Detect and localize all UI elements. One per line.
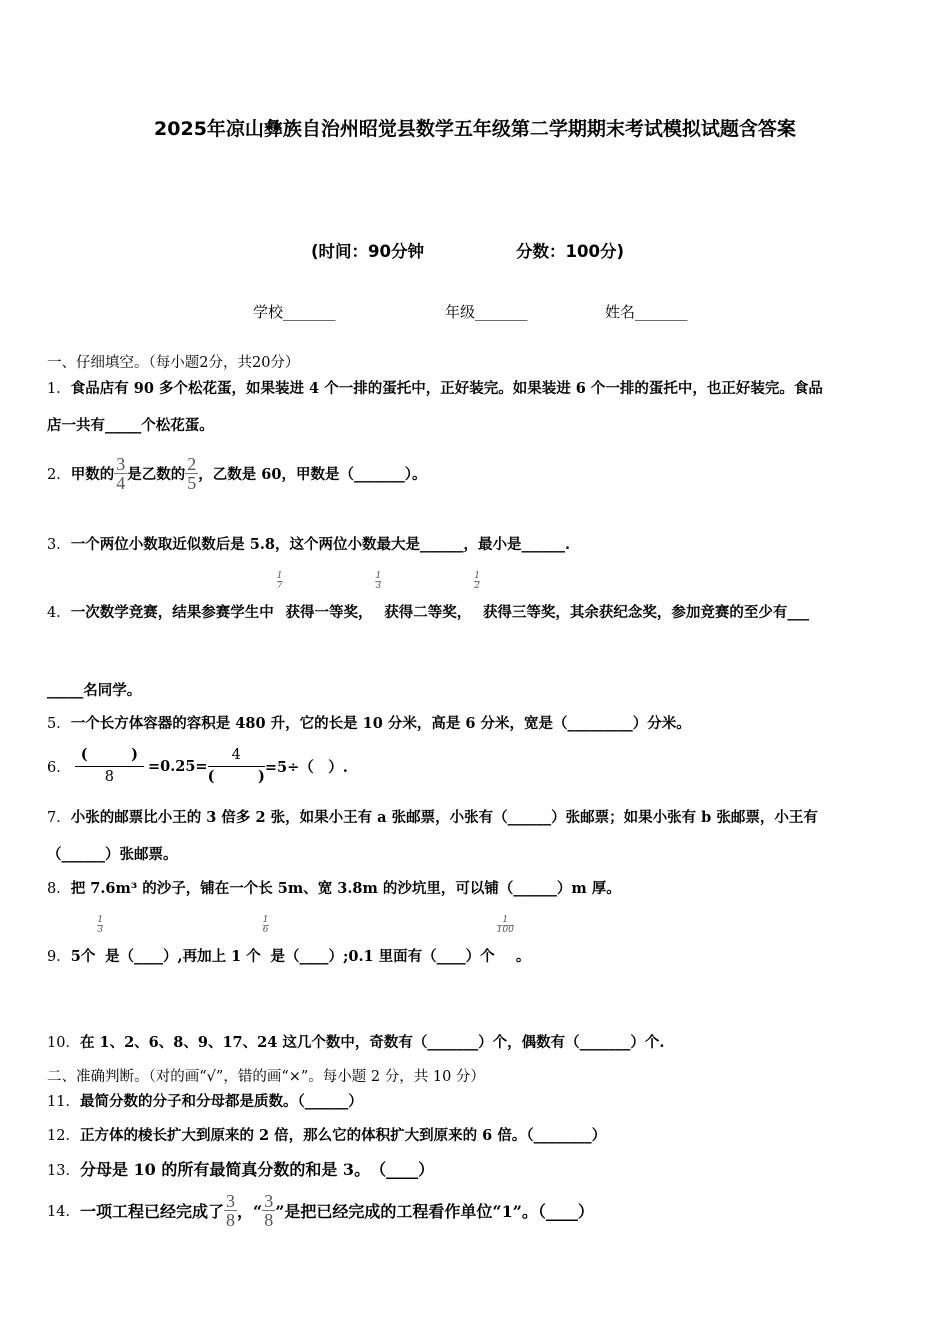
- question-text: 一个长方体容器的容积是 480 升，它的长是 10 分米，高是 6 分米，宽是（_________）分米。: [70, 715, 691, 732]
- question-text: 是（____）,再加上 1 个: [105, 948, 261, 965]
- question-text: 一个两位小数取近似数后是 5.8，这个两位小数最大是______，最小是______.: [70, 536, 571, 553]
- question-7: [47, 806, 818, 827]
- question-text: 一次数学竞赛，结果参赛学生中: [70, 604, 274, 621]
- fraction: $\frac{2}{5}$: [187, 453, 197, 493]
- question-text: 5个: [70, 948, 96, 965]
- question-4: [47, 572, 809, 622]
- question-number: 5．: [47, 716, 71, 732]
- question-text: 在 1、2、6、8、9、17、24 这几个数中，奇数有（_______）个，偶数有（_______）个.: [79, 1034, 665, 1051]
- question-13: [47, 1157, 434, 1180]
- question-4-line2: _____名同学。: [47, 682, 142, 699]
- question-9: [47, 916, 530, 966]
- question-5: [47, 712, 691, 733]
- fraction: $\frac{1}{2}$: [474, 571, 480, 591]
- exam-score: 分数：100分): [516, 242, 624, 261]
- fraction: $\frac{3}{4}$: [116, 453, 126, 493]
- question-12: [47, 1124, 606, 1145]
- question-text: 食品店有 90 多个松花蛋，如果装进 4 个一排的蛋托中，正好装完。如果装进 6 个一排的蛋托中，也正好装完。食品: [70, 380, 823, 397]
- question-text: 分母是 10 的所有最简真分数的和是 3。 （____）: [79, 1160, 435, 1179]
- section-2-heading: 二、准确判断。（对的画“√”，错的画“×”。每小题 2 分，共 10 分）: [47, 1069, 485, 1085]
- name-field: 姓名_______: [605, 303, 688, 321]
- question-8: [47, 877, 621, 898]
- question-text: ，“: [236, 1201, 263, 1221]
- question-number: 7．: [47, 810, 71, 826]
- question-text: 把 7.6m³ 的沙子，铺在一个长 5m、宽 3.8m 的沙坑里，可以铺（______）m 厚。: [70, 880, 621, 897]
- fraction: $\frac{3}{8}$: [225, 1190, 235, 1230]
- question-text: 获得二等奖，: [384, 604, 472, 621]
- question-text: ”是把已经完成的工程看作单位“1”。（____）: [275, 1201, 594, 1221]
- exam-time: (时间：90分钟: [311, 242, 425, 261]
- grade-field: 年级_______: [445, 303, 528, 321]
- question-text: 获得三等奖，其余获纪念奖，参加竞赛的至少有___: [482, 604, 810, 621]
- question-number: 12．: [47, 1128, 80, 1144]
- question-1-line2: 店一共有_____个松花蛋。: [47, 417, 214, 434]
- question-text: 获得一等奖，: [285, 604, 373, 621]
- fraction: $\frac{1}{3}$: [97, 915, 104, 935]
- question-number: 10．: [47, 1035, 80, 1051]
- section-1-heading: 一、仔细填空。（每小题2分，共20分）: [47, 355, 300, 371]
- question-number: 14．: [47, 1203, 80, 1220]
- question-text: 最简分数的分子和分母都是质数。（______）: [79, 1093, 363, 1110]
- question-number: 11．: [47, 1094, 80, 1110]
- question-number: 4．: [47, 605, 71, 621]
- page-title: 2025年凉山彝族自治州昭觉县数学五年级第二学期期末考试模拟试题含答案: [154, 118, 796, 140]
- question-11: [47, 1090, 363, 1111]
- question-text: 是乙数的: [127, 465, 186, 483]
- fraction: $\frac{1}{7}$: [276, 571, 283, 591]
- question-text: 小张的邮票比小王的 3 倍多 2 张，如果小王有 a 张邮票，小张有（______）张邮票；如果小张有 b 张邮票，小王有: [70, 809, 818, 826]
- question-text: ，乙数是 60，甲数是（_______）。: [198, 465, 427, 483]
- question-2: [47, 448, 426, 498]
- question-number: 3．: [47, 537, 71, 553]
- question-text: =5÷（ ）.: [264, 758, 348, 776]
- question-7-line2: （______）张邮票。: [47, 846, 178, 863]
- question-text: 甲数的: [70, 465, 115, 483]
- fraction: $\frac{1}{3}$: [375, 571, 382, 591]
- question-text: 正方体的棱长扩大到原来的 2 倍，那么它的体积扩大到原来的 6 倍。（________）: [79, 1127, 607, 1144]
- question-text: 一项工程已经完成了: [79, 1201, 224, 1221]
- question-number: 8．: [47, 881, 71, 897]
- question-1: [47, 377, 823, 398]
- question-6: [47, 740, 348, 792]
- fraction: $\frac{( )}{8}$: [75, 748, 144, 784]
- question-number: 1．: [47, 381, 71, 397]
- fraction: $\frac{4}{( )}$: [207, 747, 265, 785]
- fraction: $\frac{3}{8}$: [264, 1190, 274, 1230]
- question-number: 9．: [47, 949, 71, 965]
- question-number: 13．: [47, 1163, 80, 1179]
- question-text: =0.25=: [147, 757, 208, 775]
- question-text: 。: [515, 948, 531, 965]
- fraction: $\frac{1}{6}$: [262, 915, 269, 935]
- school-field: 学校_______: [253, 303, 336, 321]
- question-number: 6．: [47, 759, 71, 776]
- question-10: [47, 1031, 664, 1052]
- question-number: 2．: [47, 466, 71, 483]
- question-3: [47, 533, 570, 554]
- question-14: [47, 1188, 594, 1232]
- fraction: $\frac{1}{100}$: [496, 915, 514, 935]
- question-text: 是（____）;0.1 里面有（____）个: [270, 948, 495, 965]
